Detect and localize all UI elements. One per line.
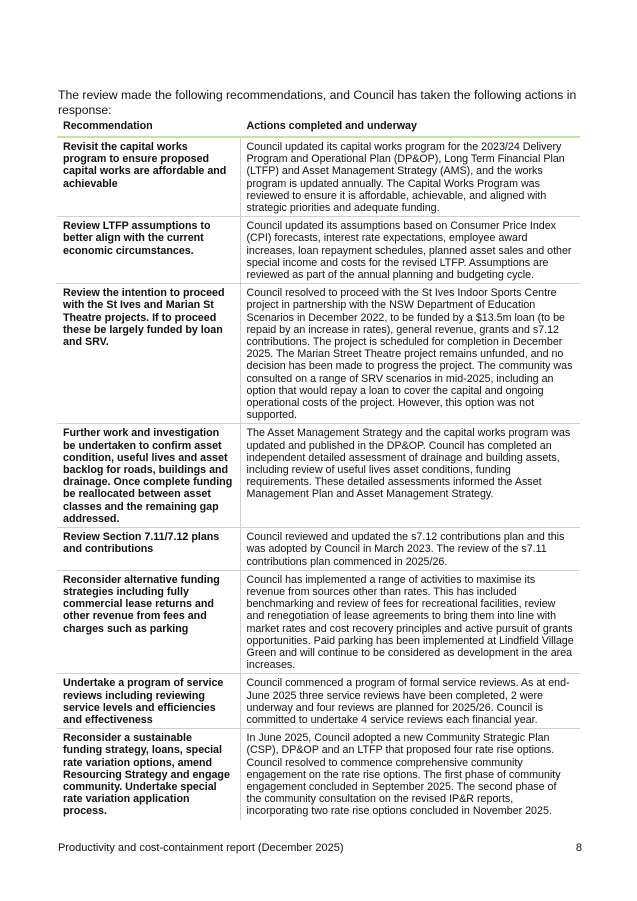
recommendation-cell: Reconsider alternative funding strategies including fully commercial lease returns and other revenue from fees and charges such as parking: [63, 573, 220, 635]
table-row: [57, 528, 580, 571]
recommendation-cell: Further work and investigation be undertaken to confirm asset condition, useful lives and asset backlog for roads, buildings and drainage. Once complete funding be reallocated between asset classes and the remaining gap addressed.: [63, 427, 233, 525]
intro-paragraph: The review made the following recommendations, and Council has taken the following actions in response:: [58, 88, 577, 118]
recommendation-cell: Undertake a program of service reviews including reviewing service levels and efficiencies and effectiveness: [63, 677, 224, 726]
recommendation-cell: Revisit the capital works program to ensure proposed capital works are affordable and achievable: [63, 141, 227, 190]
recommendation-cell: Review LTFP assumptions to better align with the current economic circumstances.: [63, 220, 211, 257]
recommendations-table: [57, 116, 580, 820]
table-row: [57, 217, 580, 284]
action-cell: Council updated its assumptions based on Consumer Price Index (CPI) forecasts, interest rate expectations, employee award increases, loan repayment schedules, planned asset sales and other special income and costs for the revised LTFP. Assumptions are reviewed as part of the annual planning and budgeting cycle.: [240, 217, 580, 284]
action-cell: Council reviewed and updated the s7.12 contributions plan and this was adopted by Council in March 2023. The review of the s7.11 contributions plan commenced in 2025/26.: [240, 528, 580, 571]
action-cell: Council resolved to proceed with the St Ives Indoor Sports Centre project in partnership with the NSW Department of Education Scenarios in December 2022, to be funded by a $13.5m loan (to be repaid by an increase in rates), general revenue, grants and s7.12 contributions. The project is scheduled for completion in December 2025. The Marian Street Theatre project remains unfunded, and no decision has been made to progress the project. The community was consulted on a range of SRV scenarios in mid-2025, including an option that would repay a loan to cover the capital and ongoing operational costs of the project. However, this option was not supported.: [240, 284, 580, 424]
table-header-row: [57, 116, 580, 137]
recommendation-cell: Reconsider a sustainable funding strategy, loans, special rate variation options, amend Resourcing Strategy and engage community. Undertake special rate variation application process.: [63, 732, 230, 818]
header-recommendation: Recommendation: [63, 120, 153, 132]
action-cell: Council updated its capital works program for the 2023/24 Delivery Program and Operational Plan (DP&OP), Long Term Financial Plan (LTFP) and Asset Management Strategy (AMS), and the works program is updated annually. The Capital Works Program was reviewed to ensure it is affordable, achievable, and aligned with strategic priorities and adequate funding.: [240, 137, 580, 217]
action-cell: In June 2025, Council adopted a new Community Strategic Plan (CSP), DP&OP and an LTFP that proposed four rate rise options. Council resolved to commence comprehensive community engagement on the rate rise options. The first phase of community engagement concluded in September 2025. The second phase of the community consultation on the revised IP&R reports, incorporating two rate rise options concluded in November 2025.: [240, 729, 580, 820]
page-number: 8: [575, 842, 582, 854]
table-row: [57, 284, 580, 424]
table-row: [57, 137, 580, 217]
action-cell: Council has implemented a range of activities to maximise its revenue from sources other than rates. This has included benchmarking and review of fees for recreational facilities, review and renegotiation of lease agreements to bring them into line with market rates and cost recovery principles and active pursuit of grants opportunities. Paid parking has been implemented at Lindfield Village Green and will continue to be considered as development in the area increases.: [240, 570, 580, 674]
table-row: [57, 729, 580, 820]
table-row: [57, 424, 580, 528]
footer-report-title: Productivity and cost-containment report (December 2025): [58, 842, 344, 854]
action-cell: The Asset Management Strategy and the capital works program was updated and published in the DP&OP. Council has completed an independent detailed assessment of drainage and building assets, including review of useful lives asset conditions, funding requirements. These detailed assessments informed the Asset Management Plan and Asset Management Strategy.: [240, 424, 580, 528]
recommendation-cell: Review the intention to proceed with the St Ives and Marian St Theatre projects. If to proceed these be largely funded by loan and SRV.: [63, 287, 225, 349]
table-row: [57, 570, 580, 674]
recommendation-cell: Review Section 7.11/7.12 plans and contributions: [63, 531, 220, 556]
action-cell: Council commenced a program of formal service reviews. As at end-June 2025 three service reviews have been completed, 2 were underway and four reviews are planned for 2025/26. Council is committed to undertake 4 service reviews each financial year.: [240, 674, 580, 729]
header-actions: Actions completed and underway: [240, 116, 580, 137]
table-row: [57, 674, 580, 729]
